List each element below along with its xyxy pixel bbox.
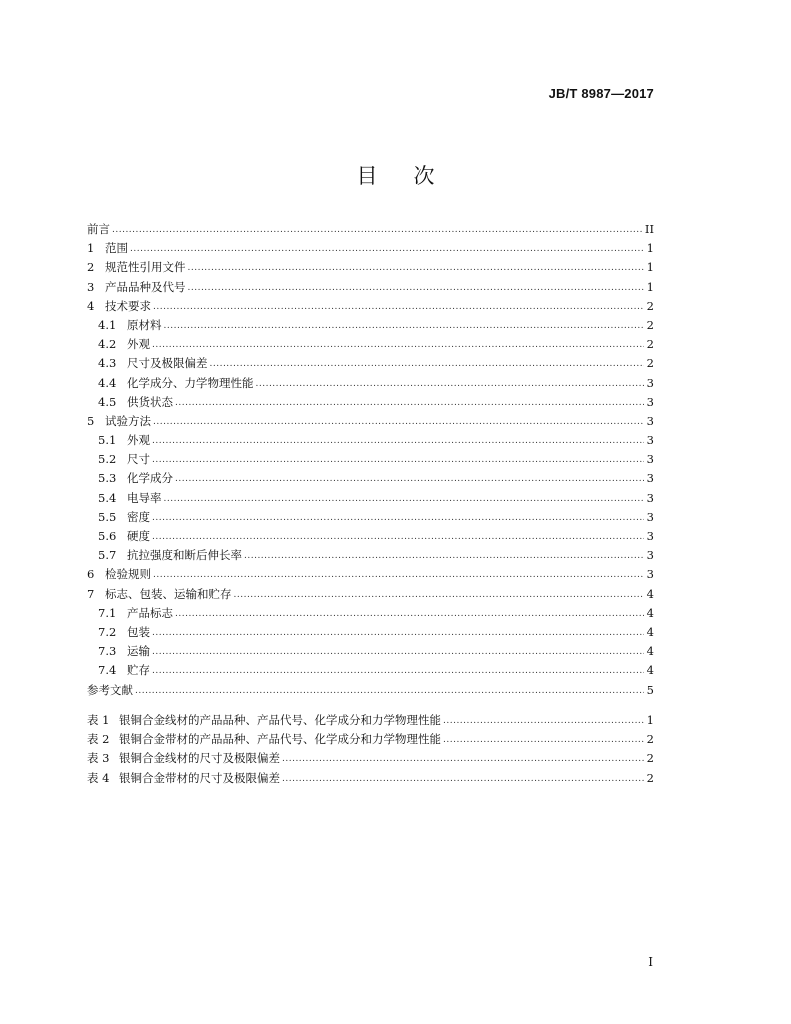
entry-label: 贮存 (127, 663, 150, 678)
entry-page-number: 4 (646, 586, 654, 601)
dot-leader (164, 315, 645, 336)
entry-number: 7 (87, 586, 95, 601)
entry-label: 化学成分 (127, 471, 173, 486)
entry-number: 4.1 (98, 317, 117, 332)
entry-number: 4.2 (98, 337, 117, 352)
entry-number: 表 2 (87, 732, 110, 747)
entry-label: 范围 (105, 241, 128, 256)
page-number: I (648, 955, 653, 969)
entry-number: 表 3 (87, 751, 110, 766)
entry-label: 银铜合金线材的尺寸及极限偏差 (119, 751, 280, 766)
dot-leader (164, 488, 645, 509)
toc-entry[interactable] (87, 642, 654, 661)
dot-leader (152, 641, 644, 662)
dot-leader (153, 564, 644, 585)
toc-entry[interactable] (87, 681, 654, 700)
dot-leader (152, 334, 644, 355)
entry-page-number: 3 (646, 471, 654, 486)
entry-label: 外观 (127, 337, 150, 352)
entry-number: 7.3 (98, 644, 117, 659)
entry-page-number: 2 (646, 317, 654, 332)
toc-entry[interactable] (87, 239, 654, 258)
entry-number: 7.1 (98, 605, 117, 620)
entry-number: 1 (87, 241, 95, 256)
entry-number: 7.4 (98, 663, 117, 678)
entry-page-number: 2 (646, 770, 654, 785)
entry-number: 7.2 (98, 624, 117, 639)
entry-page-number: 3 (646, 413, 654, 428)
entry-page-number: 4 (646, 605, 654, 620)
dot-leader (152, 622, 644, 643)
entry-page-number: 1 (646, 241, 654, 256)
dot-leader (443, 710, 644, 731)
dot-leader (135, 680, 644, 701)
entry-page-number: 3 (646, 452, 654, 467)
toc-entry[interactable] (87, 585, 654, 604)
entry-page-number: 1 (646, 260, 654, 275)
toc-entry[interactable] (87, 354, 654, 373)
dot-leader (175, 392, 644, 413)
entry-page-number: 3 (646, 567, 654, 582)
dot-leader (188, 257, 645, 278)
standard-code: JB/T 8987—2017 (548, 86, 654, 101)
dot-leader (152, 660, 644, 681)
toc-entry[interactable] (87, 623, 654, 642)
entry-label: 外观 (127, 433, 150, 448)
entry-page-number: 1 (646, 279, 654, 294)
entry-label: 密度 (127, 509, 150, 524)
list-of-tables (87, 711, 654, 788)
entry-page-number: 2 (646, 337, 654, 352)
dot-leader (153, 296, 644, 317)
entry-number: 6 (87, 567, 95, 582)
entry-label: 规范性引用文件 (105, 260, 186, 275)
table-of-contents (87, 220, 654, 700)
entry-label: 抗拉强度和断后伸长率 (127, 548, 242, 563)
entry-label: 标志、包装、运输和贮存 (105, 586, 232, 601)
toc-entry[interactable] (87, 508, 654, 527)
entry-number: 3 (87, 279, 95, 294)
dot-leader (152, 526, 644, 547)
toc-entry[interactable] (87, 450, 654, 469)
entry-number: 表 1 (87, 713, 110, 727)
dot-leader (153, 411, 644, 432)
entry-number: 5.5 (98, 509, 117, 524)
dot-leader (152, 507, 644, 528)
table-list-entry[interactable] (87, 769, 654, 788)
entry-label: 前言 (87, 222, 110, 236)
entry-label: 化学成分、力学物理性能 (127, 375, 254, 390)
dot-leader (152, 430, 644, 451)
entry-label: 电导率 (127, 490, 162, 505)
dot-leader (256, 373, 645, 394)
dot-leader (282, 768, 644, 789)
entry-label: 原材料 (127, 317, 162, 332)
page-title: 目次 (356, 164, 471, 188)
entry-page-number: 3 (646, 375, 654, 390)
entry-label: 产品品种及代号 (105, 279, 186, 294)
entry-number: 5 (87, 413, 95, 428)
dot-leader (443, 729, 644, 750)
entry-label: 检验规则 (105, 567, 151, 582)
entry-number: 2 (87, 260, 95, 275)
entry-label: 尺寸及极限偏差 (127, 356, 208, 371)
toc-entry[interactable] (87, 297, 654, 316)
entry-page-number: 1 (646, 713, 654, 727)
entry-page-number: 2 (646, 298, 654, 313)
entry-page-number: 3 (646, 529, 654, 543)
entry-label: 供货状态 (127, 394, 173, 409)
entry-label: 银铜合金带材的产品品种、产品代号、化学成分和力学物理性能 (119, 732, 441, 747)
dot-leader (175, 603, 644, 624)
table-list-entry[interactable] (87, 730, 654, 749)
entry-page-number: II (644, 222, 654, 236)
toc-entry[interactable] (87, 412, 654, 431)
entry-number: 5.7 (98, 548, 117, 563)
entry-number: 4.5 (98, 394, 117, 409)
toc-entry[interactable] (87, 489, 654, 508)
entry-page-number: 4 (646, 663, 654, 678)
entry-page-number: 3 (646, 548, 654, 563)
entry-number: 表 4 (87, 770, 110, 785)
toc-entry[interactable] (87, 258, 654, 277)
entry-number: 5.1 (98, 433, 117, 448)
toc-entry[interactable] (87, 278, 654, 297)
entry-number: 5.2 (98, 452, 117, 467)
toc-entry[interactable] (87, 604, 654, 623)
entry-label: 技术要求 (105, 298, 151, 313)
entry-label: 尺寸 (127, 452, 150, 467)
entry-page-number: 3 (646, 509, 654, 524)
entry-label: 硬度 (127, 529, 150, 543)
table-list-entry[interactable] (87, 711, 654, 730)
entry-number: 4 (87, 298, 95, 313)
toc-entry[interactable] (87, 565, 654, 584)
entry-label: 参考文献 (87, 682, 133, 697)
toc-entry[interactable] (87, 527, 654, 546)
entry-page-number: 4 (646, 644, 654, 659)
entry-label: 试验方法 (105, 413, 151, 428)
entry-page-number: 2 (646, 732, 654, 747)
entry-label: 银铜合金带材的尺寸及极限偏差 (119, 770, 280, 785)
toc-entry[interactable] (87, 661, 654, 680)
toc-entry[interactable] (87, 316, 654, 335)
entry-label: 产品标志 (127, 605, 173, 620)
entry-page-number: 3 (646, 490, 654, 505)
entry-page-number: 2 (646, 356, 654, 371)
entry-number: 4.4 (98, 375, 117, 390)
toc-entry[interactable] (87, 393, 654, 412)
table-list-entry[interactable] (87, 749, 654, 768)
dot-leader (210, 353, 645, 374)
dot-leader (112, 219, 643, 240)
entry-number: 4.3 (98, 356, 117, 371)
entry-page-number: 3 (646, 433, 654, 448)
entry-label: 包装 (127, 624, 150, 639)
entry-label: 运输 (127, 644, 150, 659)
entry-page-number: 3 (646, 394, 654, 409)
dot-leader (152, 449, 644, 470)
entry-number: 5.3 (98, 471, 117, 486)
dot-leader (282, 748, 644, 769)
entry-page-number: 5 (646, 682, 654, 697)
toc-entry[interactable] (87, 374, 654, 393)
dot-leader (244, 545, 644, 566)
toc-entry[interactable] (87, 335, 654, 354)
toc-entry[interactable] (87, 220, 654, 239)
entry-page-number: 2 (646, 751, 654, 766)
entry-page-number: 4 (646, 624, 654, 639)
dot-leader (175, 468, 644, 489)
dot-leader (234, 584, 645, 605)
dot-leader (188, 277, 645, 298)
toc-entry[interactable] (87, 431, 654, 450)
toc-entry[interactable] (87, 469, 654, 488)
entry-label: 银铜合金线材的产品品种、产品代号、化学成分和力学物理性能 (119, 713, 441, 727)
entry-number: 5.4 (98, 490, 117, 505)
toc-entry[interactable] (87, 546, 654, 565)
dot-leader (130, 238, 644, 259)
entry-number: 5.6 (98, 529, 117, 543)
